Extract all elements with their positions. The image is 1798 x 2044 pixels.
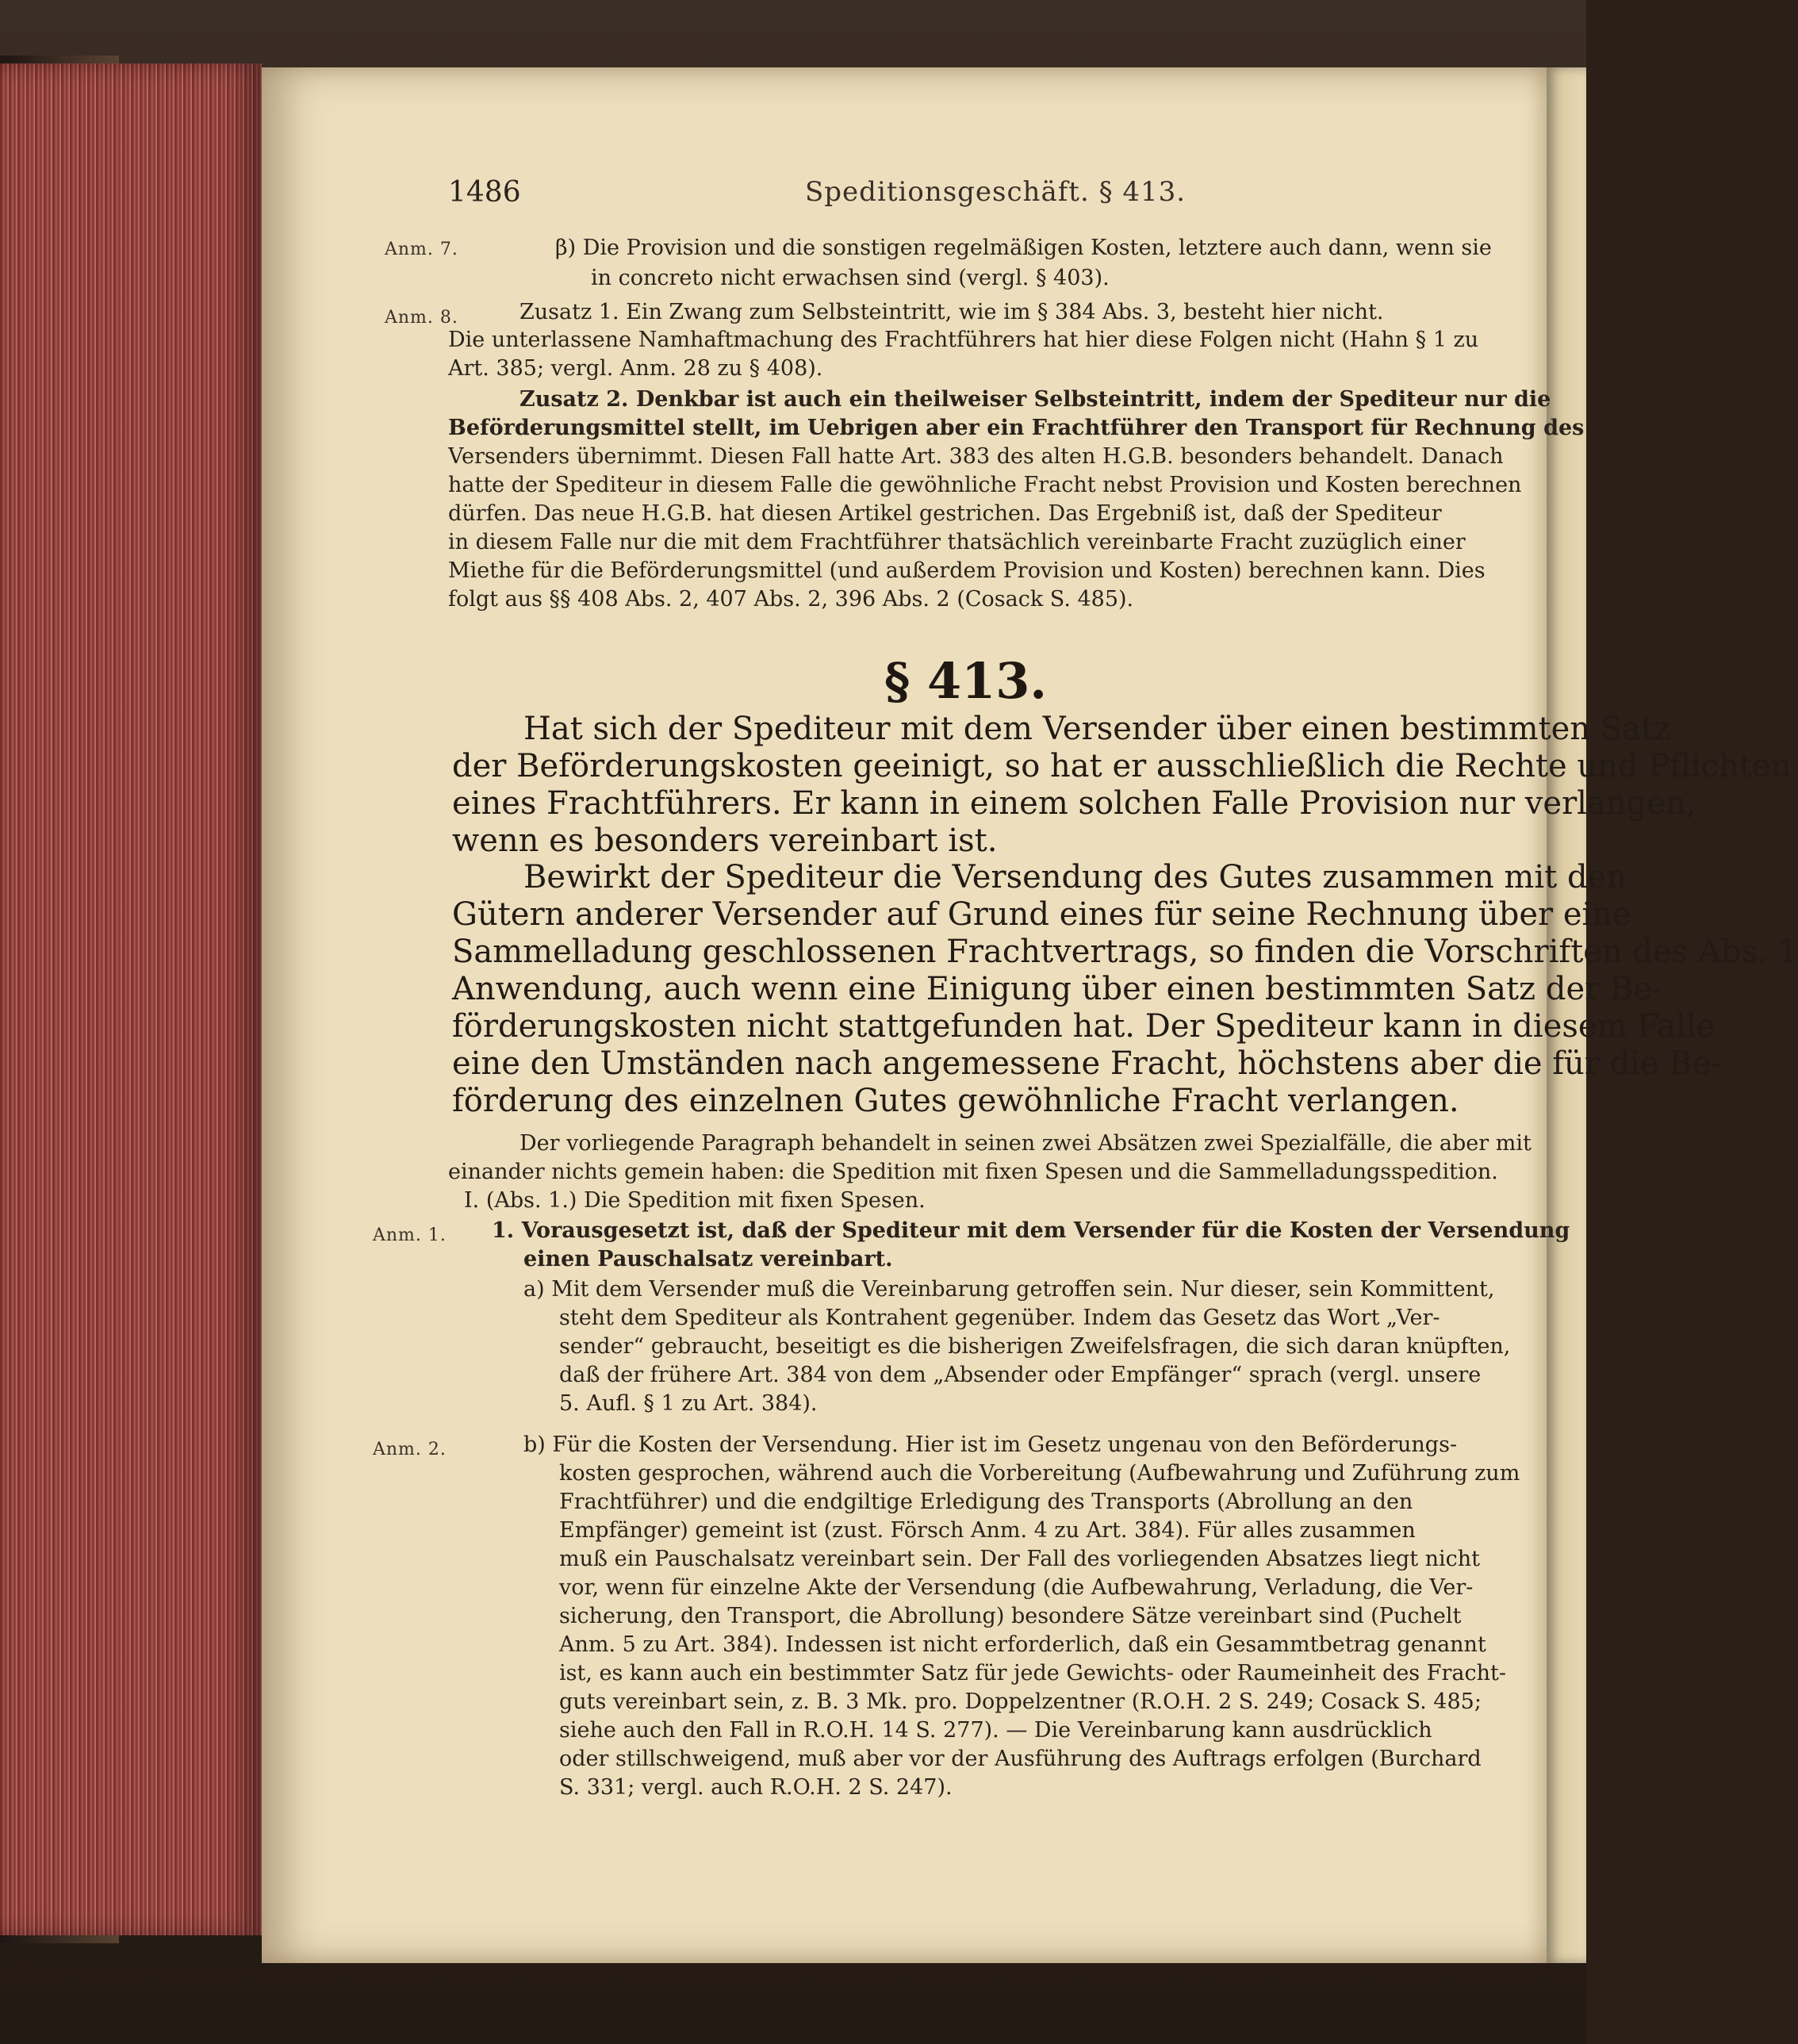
margin-note-anm8: Anm. 8. [385,308,458,328]
statute-line: Anwendung, auch wenn eine Einigung über einen bestimmten Satz der Be- [452,971,1663,1007]
page-header [448,176,1416,216]
page-number: 1486 [448,176,521,209]
text-line: siehe auch den Fall in R.O.H. 14 S. 277). — Die Vereinbarung kann ausdrücklich [559,1718,1432,1743]
text-line: Zusatz 1. Ein Zwang zum Selbsteintritt, wie im § 384 Abs. 3, besteht hier nicht. [519,300,1384,324]
text-line: guts vereinbart sein, z. B. 3 Mk. pro. Doppelzentner (R.O.H. 2 S. 249; Cosack S. 485; [559,1689,1482,1714]
section-heading: § 413. [884,652,1048,710]
statute-line: Sammelladung geschlossenen Frachtvertrags, so finden die Vorschriften des Abs. 1 [452,934,1798,970]
text-line: sender“ gebraucht, beseitigt es die bisherigen Zweifelsfragen, die sich daran knüpften, [559,1334,1511,1359]
text-line: daß der frühere Art. 384 von dem „Absender oder Empfänger“ sprach (vergl. unsere [559,1363,1482,1387]
text-line: b) Für die Kosten der Versendung. Hier ist im Gesetz ungenau von den Beförderungs- [523,1432,1458,1457]
text-line: muß ein Pauschalsatz vereinbart sein. Der Fall des vorliegenden Absatzes liegt nicht [559,1547,1481,1571]
statute-line: förderung des einzelnen Gutes gewöhnliche Fracht verlangen. [452,1083,1459,1119]
text-line: kosten gesprochen, während auch die Vorbereitung (Aufbewahrung und Zuführung zum [559,1461,1520,1486]
margin-note-anm7: Anm. 7. [385,240,458,259]
statute-line: wenn es besonders vereinbart ist. [452,823,998,859]
statute-line: Bewirkt der Spediteur die Versendung des Gutes zusammen mit den [523,859,1627,895]
text-line: 5. Aufl. § 1 zu Art. 384). [559,1391,818,1416]
running-title: Speditionsgeschäft. § 413. [805,176,1187,208]
text-line: Der vorliegende Paragraph behandelt in seinen zwei Absätzen zwei Spezialfälle, die aber mit [519,1131,1532,1156]
text-line: Art. 385; vergl. Anm. 28 zu § 408). [448,356,823,381]
text-line: Frachtführer) und die endgiltige Erledigung des Transports (Abrollung an den [559,1490,1413,1514]
text-line: Miethe für die Beförderungsmittel (und außerdem Provision und Kosten) berechnen kann. Dies [448,558,1486,583]
text-line: Versenders übernimmt. Diesen Fall hatte Art. 383 des alten H.G.B. besonders behandelt. Danach [448,444,1504,469]
text-line: vor, wenn für einzelne Akte der Versendung (die Aufbewahrung, Verladung, die Ver- [559,1575,1474,1600]
text-line: hatte der Spediteur in diesem Falle die gewöhnliche Fracht nebst Provision und Kosten berechnen [448,473,1522,497]
text-line: in diesem Falle nur die mit dem Frachtführer thatsächlich vereinbarte Fracht zuzüglich einer [448,530,1466,554]
statute-line: Hat sich der Spediteur mit dem Versender über einen bestimmten Satz [523,711,1671,747]
text-line: steht dem Spediteur als Kontrahent gegenüber. Indem das Gesetz das Wort „Ver- [559,1306,1440,1330]
text-line: 1. Vorausgesetzt ist, daß der Spediteur mit dem Versender für die Kosten der Versendung [492,1218,1570,1243]
text-line: folgt aus §§ 408 Abs. 2, 407 Abs. 2, 396 Abs. 2 (Cosack S. 485). [448,587,1134,612]
statute-line: förderungskosten nicht stattgefunden hat. Der Spediteur kann in diesem Falle [452,1008,1716,1045]
text-line: ist, es kann auch ein bestimmter Satz für jede Gewichts- oder Raumeinheit des Fracht- [559,1661,1506,1685]
text-line: dürfen. Das neue H.G.B. hat diesen Artikel gestrichen. Das Ergebniß ist, daß der Spediteur [448,501,1442,526]
text-line: Zusatz 2. Denkbar ist auch ein theilweiser Selbsteintritt, indem der Spediteur nur die [519,387,1551,412]
text-line: Empfänger) gemeint ist (zust. Försch Anm. 4 zu Art. 384). Für alles zusammen [559,1518,1416,1543]
text-line: in concreto nicht erwachsen sind (vergl. § 403). [591,266,1110,290]
margin-note-anm1: Anm. 1. [373,1225,447,1245]
statute-line: Gütern anderer Versender auf Grund eines für seine Rechnung über eine [452,896,1631,933]
text-line: S. 331; vergl. auch R.O.H. 2 S. 247). [559,1775,953,1800]
statute-line: der Beförderungskosten geeinigt, so hat er ausschließlich die Rechte und Pflichten [452,748,1792,784]
text-line: a) Mit dem Versender muß die Vereinbarung getroffen sein. Nur dieser, sein Kommittent, [523,1277,1495,1302]
text-line: einen Pauschalsatz vereinbart. [523,1247,893,1271]
statute-line: eines Frachtführers. Er kann in einem solchen Falle Provision nur verlangen, [452,785,1696,822]
text-line: oder stillschweigend, muß aber vor der Ausführung des Auftrags erfolgen (Burchard [559,1747,1482,1771]
text-line: einander nichts gemein haben: die Spedition mit fixen Spesen und die Sammelladungsspedition. [448,1160,1498,1184]
text-line: Die unterlassene Namhaftmachung des Frachtführers hat hier diese Folgen nicht (Hahn § 1 zu [448,328,1479,352]
text-line: β) Die Provision und die sonstigen regelmäßigen Kosten, letztere auch dann, wenn sie [555,236,1492,260]
text-line: Beförderungsmittel stellt, im Uebrigen aber ein Frachtführer den Transport für Rechnung des [448,416,1585,440]
page-edges [0,63,262,1935]
text-line: sicherung, den Transport, die Abrollung) besondere Sätze vereinbart sind (Puchelt [559,1604,1462,1628]
text-line: Anm. 5 zu Art. 384). Indessen ist nicht erforderlich, daß ein Gesammtbetrag genannt [559,1632,1486,1657]
margin-note-anm2: Anm. 2. [373,1440,447,1459]
statute-line: eine den Umständen nach angemessene Fracht, höchstens aber die für die Be- [452,1045,1723,1082]
text-line: I. (Abs. 1.) Die Spedition mit fixen Spesen. [464,1188,926,1213]
